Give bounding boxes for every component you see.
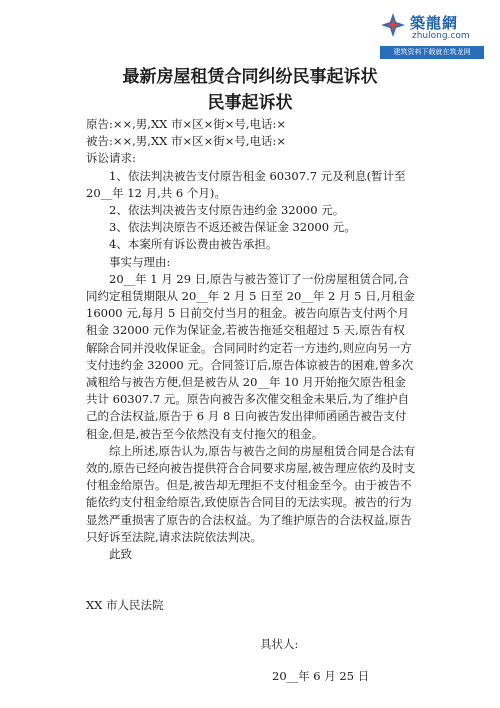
logo-banner: 建筑资料下载就在筑龙网	[380, 46, 484, 59]
zhulong-logo	[380, 10, 484, 62]
document-subtitle: 民事起诉状	[207, 93, 293, 113]
complaint-body	[86, 116, 416, 685]
claims-heading: 诉讼请求:	[86, 151, 136, 166]
claim-item: 3、依法判决原告不返还被告保证金 32000 元。	[109, 220, 356, 235]
signature-label: 具状人:	[260, 637, 299, 652]
conclusion-paragraph: 综上所述,原告认为,原告与被告之间的房屋租赁合同是合法有效的,原告已经向被告提供符合合同要求房屋,被告理应依约及时支付租金给原告。但是,被告却无理拒不支付租金至今。由于被告不能依约支付租金给原告,致使原告合同目的无法实现。被告的行为显然严重损害了原告的合法权益。为了维护原告的合法权益,原告只好诉至法院,请求法院依法判决。	[86, 443, 416, 544]
claim-item: 4、本案所有诉讼费由被告承担。	[109, 237, 278, 252]
closing-salutation: 此致	[109, 547, 132, 562]
defendant-line: 被告:××,男,XX 市×区×街×号,电话:×	[86, 134, 287, 149]
claim-item: 2、依法判决被告支付原告违约金 32000 元。	[109, 203, 345, 218]
facts-paragraph: 20__年 1 月 29 日,原告与被告签订了一份房屋租赁合同,合同约定租赁期限从 20__年 2 月 5 日至 20__年 2 月 5 日,月租金 16000 元,每月 5 日前交付当月的租金。被告向原告支付两个月租金 32000 元作为保证金,若被告拖延交租超过 5 天,原告有权解除合同并没收保证金。合同同时约定若一方违约,则应向另一方支付违约金 32000 元。合同签订后,原告体谅被告的困难,曾多次减租给与被告方便,但是被告从 20__年 10 月开始拖欠原告租金共计 60307.7 元。原告向被告多次催交租金未果后,为了维护自己的合法权益,原告于 6 月 8 日向被告发出律师函函告被告支付租金,但是,被告至今依然没有支付拖欠的租金。	[86, 271, 415, 441]
document-title: 最新房屋租赁合同纠纷民事起诉状	[122, 67, 378, 87]
logo-url: zhulong.com	[412, 31, 470, 41]
logo-name: 築龍網	[410, 14, 459, 32]
zhulong-logo-icon	[380, 12, 406, 38]
claim-item: 1、依法判决被告支付原告租金 60307.7 元及利息(暂计至 20__年 12 月,共 6 个月)。	[86, 168, 406, 200]
facts-heading: 事实与理由:	[109, 254, 171, 269]
court-name: XX 市人民法院	[86, 598, 164, 613]
plaintiff-line: 原告:××,男,XX 市×区×街×号,电话:×	[86, 117, 287, 131]
document-date: 20__年 6 月 25 日	[272, 668, 370, 683]
